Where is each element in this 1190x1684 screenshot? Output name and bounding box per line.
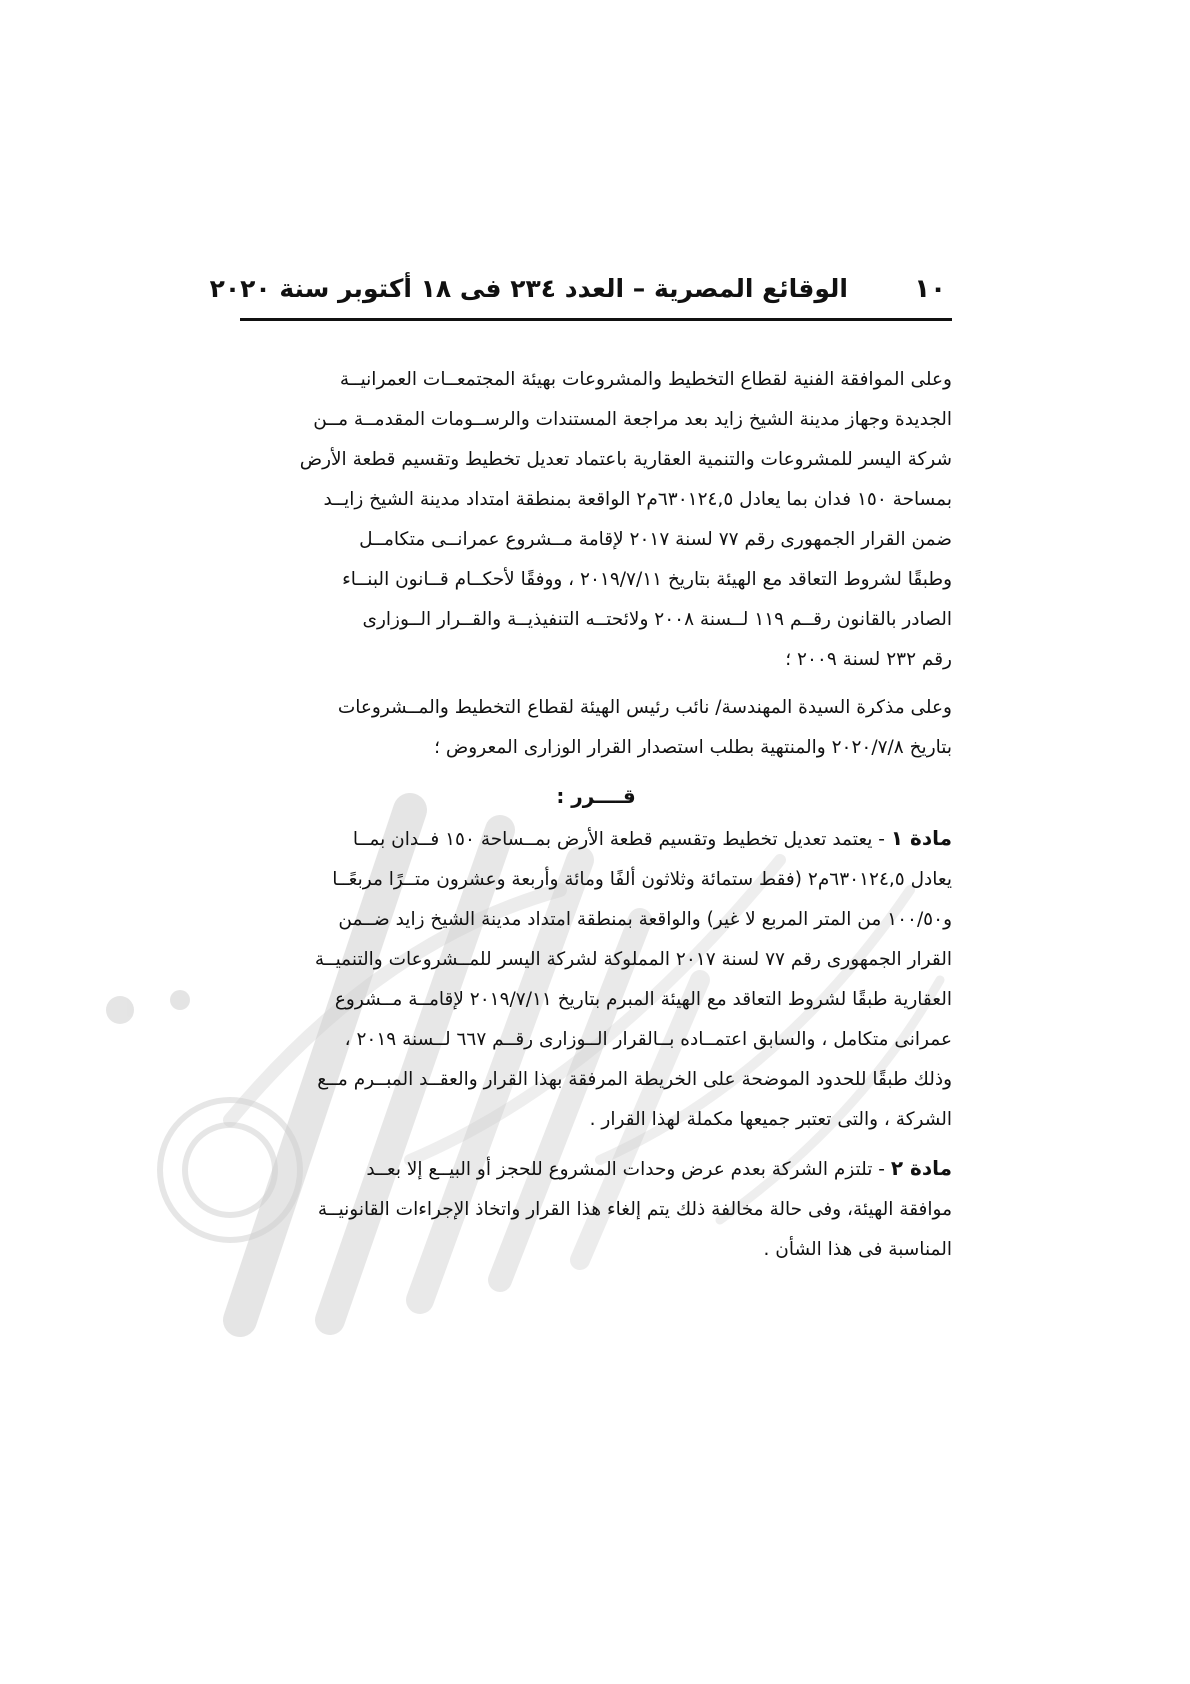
article-1-label: مادة ١ xyxy=(890,826,952,850)
text-line: وطبقًا لشروط التعاقد مع الهيئة بتاريخ ٢٠١٩/٧/١١ ، ووفقًا لأحكــام قــانون البنــاء xyxy=(342,569,952,590)
decree-body xyxy=(240,360,952,1278)
page-header xyxy=(209,270,952,316)
text-line: شركة اليسر للمشروعات والتنمية العقارية باعتماد تعديل تخطيط وتقسيم قطعة الأرض xyxy=(299,449,952,470)
text-line: وذلك طبقًا للحدود الموضحة على الخريطة المرفقة بهذا القرار والعقــد المبــرم مــع xyxy=(317,1069,952,1090)
article-1-text: - يعتمد تعديل تخطيط وتقسيم قطعة الأرض بمــساحة ١٥٠ فــدان بمــا xyxy=(352,829,885,850)
text-line: ضمن القرار الجمهورى رقم ٧٧ لسنة ٢٠١٧ لإقامة مــشروع عمرانــى متكامــل xyxy=(359,529,952,550)
text-line: وعلى مذكرة السيدة المهندسة/ نائب رئيس الهيئة لقطاع التخطيط والمــشروعات xyxy=(337,697,952,718)
gazette-issue-title: الوقائع المصرية – العدد ٢٣٤ فى ١٨ أكتوبر سنة ٢٠٢٠ xyxy=(209,274,848,303)
text-line: الجديدة وجهاز مدينة الشيخ زايد بعد مراجعة المستندات والرســومات المقدمــة مــن xyxy=(313,409,952,430)
page-number: ١٠ xyxy=(914,274,946,304)
article-2-label: مادة ٢ xyxy=(890,1156,952,1180)
text-line: عمرانى متكامل ، والسابق اعتمــاده بــالقرار الــوزارى رقــم ٦٦٧ لــسنة ٢٠١٩ ، xyxy=(344,1029,952,1050)
text-line: العقارية طبقًا لشروط التعاقد مع الهيئة المبرم بتاريخ ٢٠١٩/٧/١١ لإقامــة مــشروع xyxy=(334,989,952,1010)
text-line: بمساحة ١٥٠ فدان بما يعادل ٦٣٠١٢٤,٥م٢ الواقعة بمنطقة امتداد مدينة الشيخ زايــد xyxy=(323,489,952,510)
text-line xyxy=(240,818,952,860)
text-line: الشركة ، والتى تعتبر جميعها مكملة لهذا القرار . xyxy=(589,1109,952,1130)
text-line xyxy=(240,1148,952,1190)
text-line: وعلى الموافقة الفنية لقطاع التخطيط والمشروعات بهيئة المجتمعــات العمرانيــة xyxy=(339,369,952,390)
text-line: المناسبة فى هذا الشأن . xyxy=(763,1239,952,1260)
decision-heading: قــــرر : xyxy=(556,784,636,808)
text-line: بتاريخ ٢٠٢٠/٧/٨ والمنتهية بطلب استصدار القرار الوزارى المعروض ؛ xyxy=(434,737,952,758)
text-line: يعادل ٦٣٠١٢٤,٥م٢ (فقط ستمائة وثلاثون ألفًا ومائة وأربعة وعشرون متــرًا مربعًــا xyxy=(332,869,952,890)
text-line: الصادر بالقانون رقــم ١١٩ لــسنة ٢٠٠٨ ولائحتــه التنفيذيــة والقــرار الــوزارى xyxy=(362,609,952,630)
article-2-text: - تلتزم الشركة بعدم عرض وحدات المشروع للحجز أو البيــع إلا بعــد xyxy=(366,1159,885,1180)
paragraph-technical-approval xyxy=(240,360,952,680)
text-line: القرار الجمهورى رقم ٧٧ لسنة ٢٠١٧ المملوكة لشركة اليسر للمــشروعات والتنميــة xyxy=(314,949,952,970)
paragraph-memo xyxy=(240,688,952,768)
text-line: و١٠٠/٥٠ من المتر المربع لا غير) والواقعة بمنطقة امتداد مدينة الشيخ زايد ضــمن xyxy=(338,909,952,930)
article-1 xyxy=(240,818,952,1140)
text-line: موافقة الهيئة، وفى حالة مخالفة ذلك يتم إلغاء هذا القرار واتخاذ الإجراءات القانونيــة xyxy=(317,1199,952,1220)
article-2 xyxy=(240,1148,952,1270)
header-divider xyxy=(240,318,952,321)
text-line: رقم ٢٣٢ لسنة ٢٠٠٩ ؛ xyxy=(785,649,952,670)
